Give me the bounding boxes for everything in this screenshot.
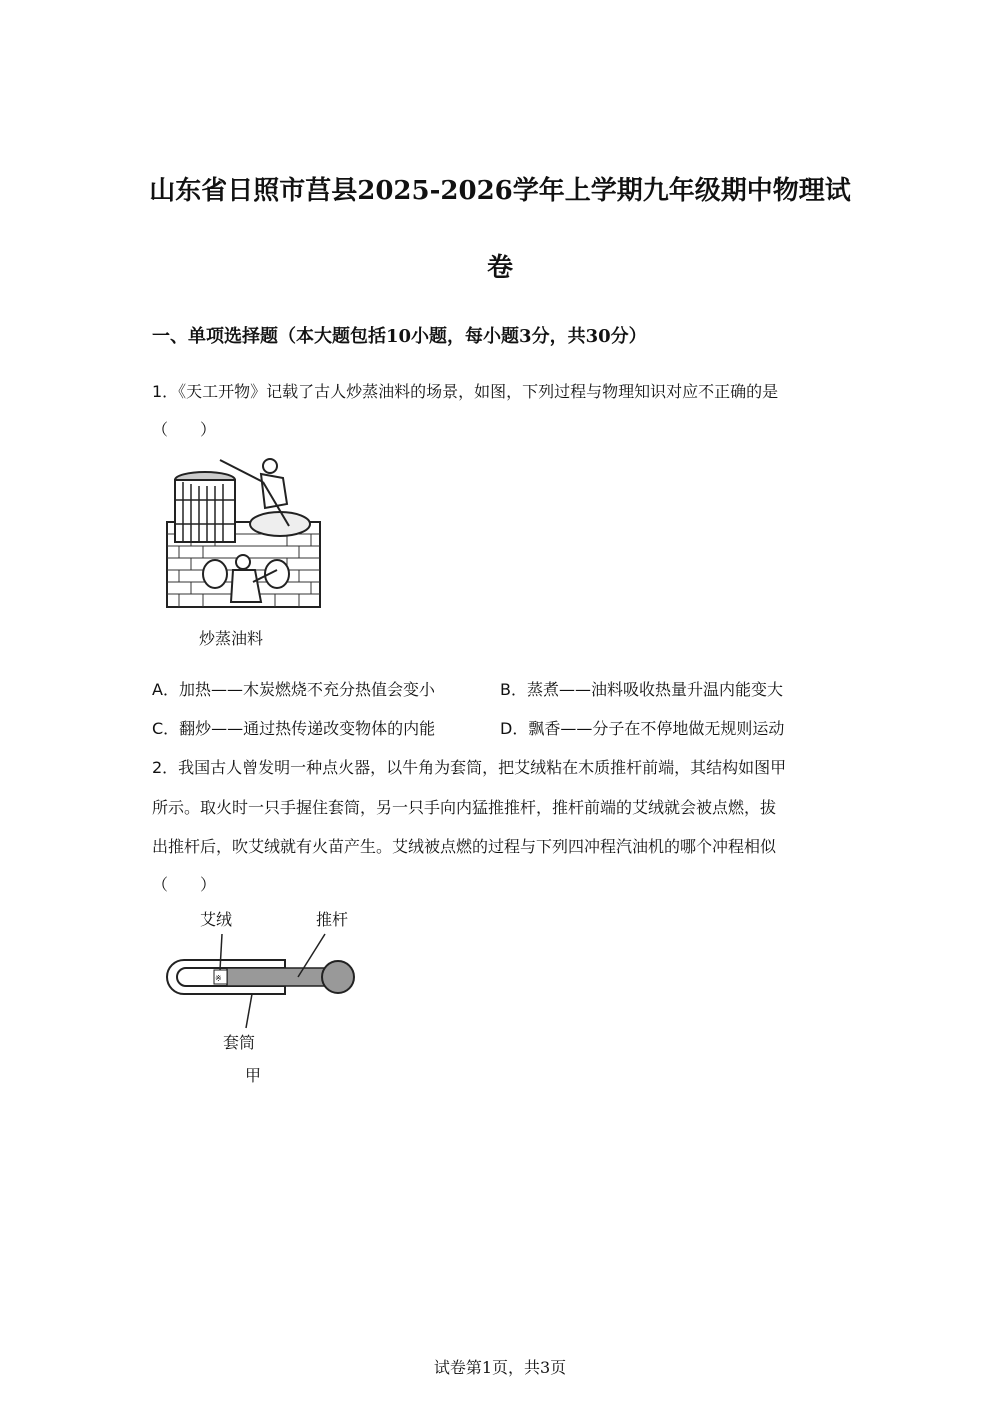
- label-push-rod: 推杆: [316, 910, 349, 929]
- q1-stem-line1: 1．《天工开物》记载了古人炒蒸油料的场景，如图，下列过程与物理知识对应不正确的是: [152, 382, 779, 401]
- fire-piston-diagram: [160, 930, 370, 1030]
- q2-stem-line2: 所示。取火时一只手握住套筒，另一只手向内猛推推杆，推杆前端的艾绒就会被点燃，拔: [152, 798, 777, 817]
- q2-stem-line1: 2．我国古人曾发明一种点火器，以牛角为套筒，把艾绒粘在木质推杆前端，其结构如图甲: [152, 758, 787, 777]
- q2-stem-line4: （ ）: [152, 875, 217, 894]
- label-tinder: 艾绒: [200, 910, 233, 929]
- figure-label-jia: 甲: [245, 1066, 262, 1085]
- page-title-line2: 卷: [486, 253, 513, 283]
- q1-option-b: B．蒸煮——油料吸收热量升温内能变大: [500, 680, 783, 699]
- page-footer: 试卷第1页，共3页: [433, 1358, 567, 1377]
- q1-figure-caption: 炒蒸油料: [199, 629, 264, 648]
- svg-text:※: ※: [215, 974, 222, 983]
- page-title-line1: 山东省日照市莒县2025-2026学年上学期九年级期中物理试: [149, 176, 851, 206]
- section-heading: 一、单项选择题（本大题包括10小题，每小题3分，共30分）: [152, 326, 647, 347]
- q1-option-a: A．加热——木炭燃烧不充分热值会变小: [152, 680, 435, 699]
- q2-stem-line3: 出推杆后，吹艾绒就有火苗产生。艾绒被点燃的过程与下列四冲程汽油机的哪个冲程相似: [152, 837, 777, 856]
- q1-option-d: D．飘香——分子在不停地做无规则运动: [500, 719, 785, 738]
- q1-stem-line2: （ ）: [152, 420, 217, 439]
- q1-option-c: C．翻炒——通过热传递改变物体的内能: [152, 719, 436, 738]
- oil-steaming-illustration: [165, 452, 325, 612]
- label-sleeve: 套筒: [223, 1033, 256, 1052]
